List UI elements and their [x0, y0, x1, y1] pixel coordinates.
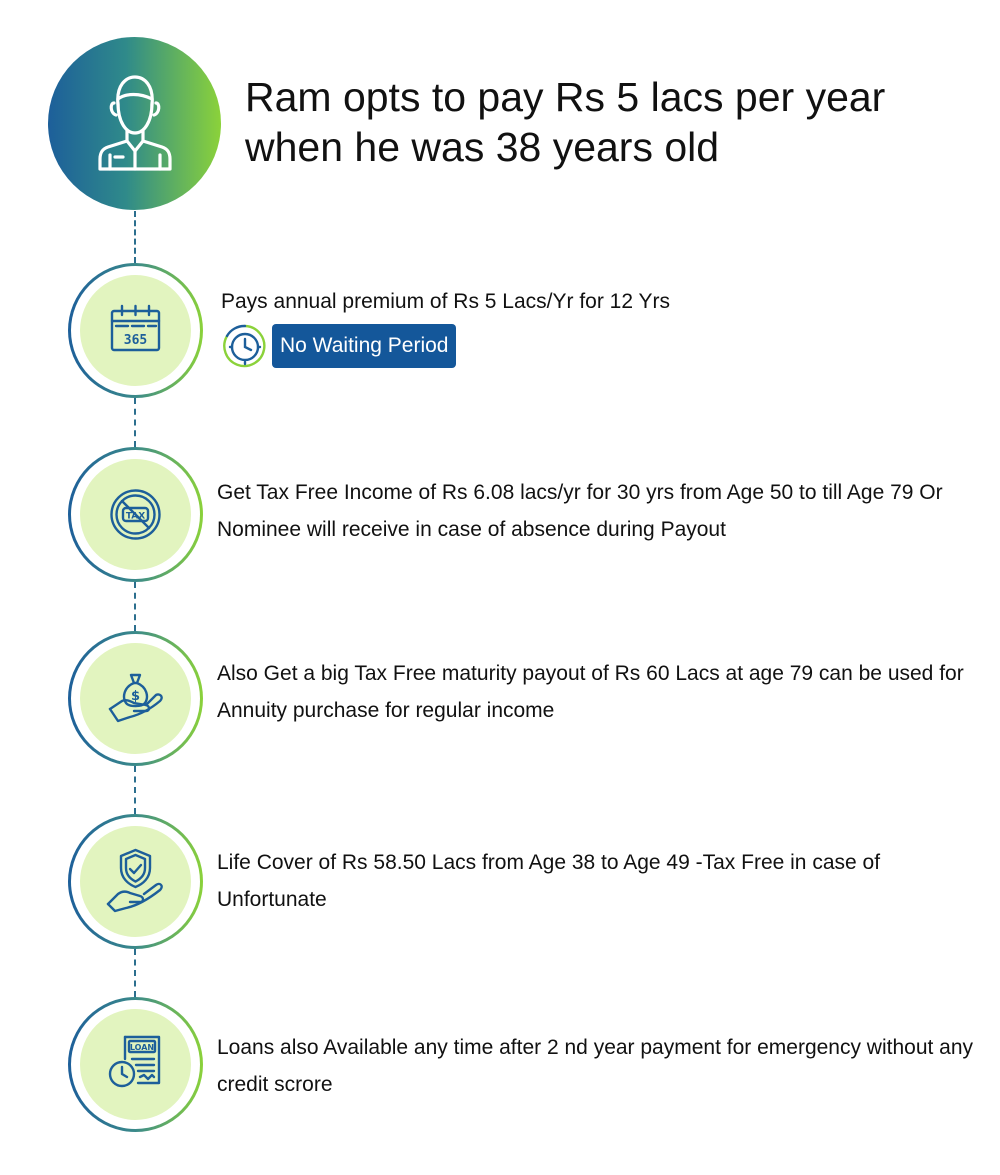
step-5-text: Loans also Available any time after 2 nd year payment for emergency without any credit scrore — [217, 1036, 974, 1096]
calendar-label: 365 — [123, 333, 148, 348]
timeline-connector — [134, 582, 136, 631]
no-tax-icon — [68, 447, 203, 582]
step-4-icon-circle — [68, 814, 203, 949]
loan-label: LOAN — [129, 1043, 155, 1052]
step-4-text: Life Cover of Rs 58.50 Lacs from Age 38 to Age 49 -Tax Free in case of Unfortunate — [217, 851, 881, 911]
stopwatch-icon — [221, 322, 269, 370]
step-1-text: Pays annual premium of Rs 5 Lacs/Yr for 12 Yrs — [221, 290, 670, 313]
avatar-circle — [48, 37, 221, 210]
step-2-text: Get Tax Free Income of Rs 6.08 lacs/yr for 30 yrs from Age 50 to till Age 79 Or Nominee will receive in case of absence during Payout — [217, 481, 943, 541]
loan-clock-icon — [68, 997, 203, 1132]
money-bag-hand-icon — [68, 631, 203, 766]
timeline-connector — [134, 949, 136, 997]
timeline-connector — [134, 398, 136, 447]
step-3-text: Also Get a big Tax Free maturity payout of Rs 60 Lacs at age 79 can be used for Annuity purchase for regular income — [217, 662, 964, 722]
dollar-label: $ — [130, 689, 141, 704]
step-1-icon-circle — [68, 263, 203, 398]
timeline-connector — [134, 211, 136, 263]
shield-hand-icon — [68, 814, 203, 949]
man-user-icon — [48, 37, 221, 210]
timeline-connector — [134, 766, 136, 814]
step-3-icon-circle — [68, 631, 203, 766]
calendar-365-icon — [68, 263, 203, 398]
step-5-icon-circle — [68, 997, 203, 1132]
page-title: Ram opts to pay Rs 5 lacs per year when he was 38 years old — [245, 74, 886, 170]
step-2-icon-circle — [68, 447, 203, 582]
tax-label: TAX — [125, 511, 146, 522]
badge-label: No Waiting Period — [272, 324, 456, 368]
